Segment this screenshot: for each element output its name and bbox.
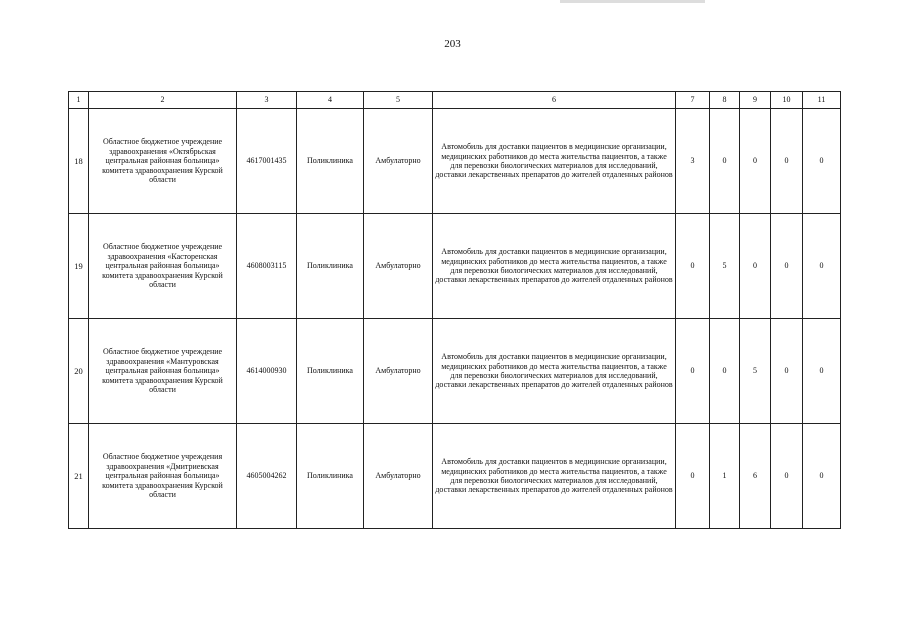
organization-name: Областное бюджетное учреждение здравоохранения «Касторенская центральная районная больница» комитета здравоохранения Курской области: [89, 214, 237, 319]
count-col10: 0: [771, 214, 803, 319]
vehicle-description: Автомобиль для доставки пациентов в медицинские организации, медицинских работников до места жительства пациентов, а также для перевозки биологических материалов для исследований, доставки лекарственных препаратов до жителей отдаленных районов: [433, 109, 676, 214]
count-col10: 0: [771, 109, 803, 214]
header-cell: 1: [69, 92, 89, 109]
count-col9: 0: [740, 214, 771, 319]
unit-type: Поликлиника: [297, 109, 364, 214]
header-cell: 6: [433, 92, 676, 109]
care-mode: Амбулаторно: [364, 109, 433, 214]
care-mode: Амбулаторно: [364, 424, 433, 529]
table-row: [69, 214, 841, 319]
count-col7: 0: [676, 424, 710, 529]
vehicle-description: Автомобиль для доставки пациентов в медицинские организации, медицинских работников до места жительства пациентов, а также для перевозки биологических материалов для исследований, доставки лекарственных препаратов до жителей отдаленных районов: [433, 214, 676, 319]
row-number: 20: [69, 319, 89, 424]
inn-code: 4617001435: [237, 109, 297, 214]
header-row: [69, 92, 841, 109]
count-col7: 0: [676, 214, 710, 319]
count-col8: 0: [710, 109, 740, 214]
header-cell: 7: [676, 92, 710, 109]
inn-code: 4608003115: [237, 214, 297, 319]
facilities-table: [68, 91, 841, 529]
count-col8: 5: [710, 214, 740, 319]
organization-name: Областное бюджетное учреждение здравоохранения «Октябрьская центральная районная больница» комитета здравоохранения Курской области: [89, 109, 237, 214]
table-row: [69, 424, 841, 529]
header-cell: 2: [89, 92, 237, 109]
organization-name: Областное бюджетное учреждения здравоохранения «Дмитриевская центральная районная больница» комитета здравоохранения Курской области: [89, 424, 237, 529]
count-col7: 3: [676, 109, 710, 214]
header-cell: 5: [364, 92, 433, 109]
count-col11: 0: [803, 109, 841, 214]
organization-name: Областное бюджетное учреждение здравоохранения «Мантуровская центральная районная больница» комитета здравоохранения Курской области: [89, 319, 237, 424]
header-cell: 4: [297, 92, 364, 109]
row-number: 19: [69, 214, 89, 319]
count-col8: 1: [710, 424, 740, 529]
table-row: [69, 109, 841, 214]
row-number: 18: [69, 109, 89, 214]
count-col9: 5: [740, 319, 771, 424]
count-col11: 0: [803, 319, 841, 424]
table-row: [69, 319, 841, 424]
count-col11: 0: [803, 424, 841, 529]
header-cell: 9: [740, 92, 771, 109]
vehicle-description: Автомобиль для доставки пациентов в медицинские организации, медицинских работников до места жительства пациентов, а также для перевозки биологических материалов для исследований, доставки лекарственных препаратов до жителей отдаленных районов: [433, 424, 676, 529]
count-col9: 6: [740, 424, 771, 529]
count-col8: 0: [710, 319, 740, 424]
inn-code: 4605004262: [237, 424, 297, 529]
count-col10: 0: [771, 424, 803, 529]
care-mode: Амбулаторно: [364, 319, 433, 424]
count-col11: 0: [803, 214, 841, 319]
inn-code: 4614000930: [237, 319, 297, 424]
count-col10: 0: [771, 319, 803, 424]
count-col9: 0: [740, 109, 771, 214]
unit-type: Поликлиника: [297, 214, 364, 319]
header-cell: 3: [237, 92, 297, 109]
header-cell: 8: [710, 92, 740, 109]
vehicle-description: Автомобиль для доставки пациентов в медицинские организации, медицинских работников до места жительства пациентов, а также для перевозки биологических материалов для исследований, доставки лекарственных препаратов до жителей отдаленных районов: [433, 319, 676, 424]
page-number: 203: [444, 38, 461, 50]
scan-artifact: [560, 0, 705, 3]
header-cell: 10: [771, 92, 803, 109]
header-cell: 11: [803, 92, 841, 109]
count-col7: 0: [676, 319, 710, 424]
care-mode: Амбулаторно: [364, 214, 433, 319]
unit-type: Поликлиника: [297, 319, 364, 424]
row-number: 21: [69, 424, 89, 529]
unit-type: Поликлиника: [297, 424, 364, 529]
